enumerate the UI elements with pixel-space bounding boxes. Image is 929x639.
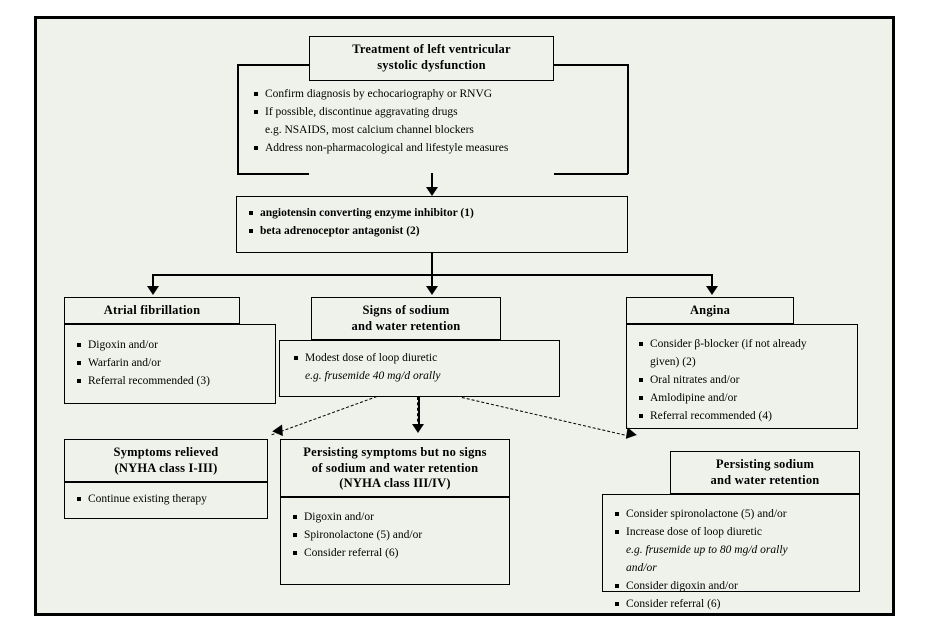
list-item: Increase dose of loop diuretic <box>613 525 849 540</box>
psod-heading-text <box>671 452 859 493</box>
list-item: Address non-pharmacological and lifestyle measures <box>252 141 622 156</box>
node-atrial-fibrillation-heading <box>64 297 240 324</box>
list-item: Spironolactone (5) and/or <box>291 528 499 543</box>
top-heading-line2: systolic dysfunction <box>377 57 486 72</box>
persisting-sympt-heading-text <box>281 440 509 497</box>
list-item <box>75 374 265 389</box>
list-item: e.g. frusemide up to 80 mg/d orally <box>626 543 788 556</box>
node-persisting-sodium-body <box>602 494 860 610</box>
node-top-items <box>252 87 622 159</box>
list-item: Continue existing therapy <box>75 492 257 507</box>
node-persisting-symptoms-body <box>280 497 510 585</box>
dash-right <box>462 397 630 437</box>
node-angina-heading <box>626 297 794 324</box>
psod-heading-line1: Persisting sodium <box>715 457 815 471</box>
list-item: Consider referral (6) <box>613 597 849 612</box>
relieved-heading-line2: (NYHA class I-III) <box>114 460 218 475</box>
af-item-1: Warfarin and/or <box>88 356 161 369</box>
node-relieved-items <box>65 483 267 519</box>
node-atrial-fibrillation-body <box>64 324 276 404</box>
arrowhead-sodium <box>426 286 438 295</box>
node-sodium-heading <box>311 297 501 340</box>
relieved-heading-line1: Symptoms relieved <box>113 445 219 459</box>
dash-left <box>271 396 377 435</box>
arrowhead-persisting-symptoms <box>412 424 424 433</box>
list-item: and/or <box>626 561 657 574</box>
node-sodium-body <box>279 340 560 397</box>
arrowhead-af <box>147 286 159 295</box>
sodium-heading-text <box>312 298 500 339</box>
connector-drugs-stem <box>431 253 433 275</box>
list-item: Consider referral (6) <box>291 546 499 561</box>
psod-heading-line2: and water retention <box>710 472 820 487</box>
list-item: e.g. NSAIDS, most calcium channel blockers <box>265 123 474 136</box>
top-bracket-left <box>237 64 239 174</box>
sodium-heading-line2: and water retention <box>351 318 461 333</box>
list-item: Referral recommended (4) <box>637 409 847 424</box>
top-bracket-bottom-left <box>237 173 309 175</box>
arrowhead-angina <box>706 286 718 295</box>
node-top-heading-text <box>310 37 553 78</box>
list-item: Consider β-blocker (if not already <box>637 337 847 352</box>
node-ps-items <box>281 498 509 576</box>
node-symptoms-relieved-body <box>64 482 268 519</box>
dash-middle <box>417 397 418 427</box>
relieved-heading-text <box>65 440 267 481</box>
ps-heading-line2: of sodium and water retention <box>311 460 479 475</box>
node-sodium-items <box>280 341 559 397</box>
list-item: angiotensin converting enzyme inhibitor (1) <box>247 206 617 221</box>
angina-heading-text: Angina <box>689 303 731 317</box>
node-drugs <box>236 196 628 253</box>
list-item <box>75 338 265 353</box>
node-angina-items <box>627 325 857 439</box>
ps-heading-line3: (NYHA class III/IV) <box>339 476 451 491</box>
top-bracket-top-right <box>554 64 628 66</box>
list-item: beta adrenoceptor antagonist (2) <box>247 224 617 239</box>
node-psod-items <box>603 495 859 627</box>
list-item: Consider digoxin and/or <box>613 579 849 594</box>
node-angina-body <box>626 324 858 429</box>
list-item: Modest dose of loop diuretic <box>292 351 547 366</box>
node-drugs-items <box>237 197 627 251</box>
list-item: Confirm diagnosis by echocariography or RNVG <box>252 87 622 102</box>
list-item: e.g. frusemide 40 mg/d orally <box>305 369 441 382</box>
node-persisting-sodium-heading <box>670 451 860 494</box>
top-bracket-bottom-right <box>554 173 628 175</box>
diagram-frame <box>34 16 895 616</box>
af-item-2: Referral recommended (3) <box>88 374 210 387</box>
sodium-heading-line1: Signs of sodium <box>362 303 450 317</box>
list-item: If possible, discontinue aggravating drugs <box>252 105 622 120</box>
ps-heading-line1: Persisting symptoms but no signs <box>303 445 487 459</box>
list-item <box>75 356 265 371</box>
list-item: Amlodipine and/or <box>637 391 847 406</box>
list-item: Digoxin and/or <box>291 510 499 525</box>
top-bracket-right <box>627 64 629 174</box>
top-heading-line1: Treatment of left ventricular <box>352 42 511 56</box>
node-symptoms-relieved-heading <box>64 439 268 482</box>
arrowhead-top-to-drugs <box>426 187 438 196</box>
af-heading-text: Atrial fibrillation <box>103 303 201 317</box>
af-item-0: Digoxin and/or <box>88 339 158 351</box>
node-af-items <box>65 325 275 405</box>
list-item: given) (2) <box>650 355 696 368</box>
top-bracket-top-left <box>237 64 309 66</box>
list-item: Consider spironolactone (5) and/or <box>613 507 849 522</box>
node-top-heading <box>309 36 554 81</box>
node-persisting-symptoms-heading <box>280 439 510 497</box>
arrowhead-symptoms-relieved <box>272 424 288 439</box>
connector-sodium-to-persisting <box>418 397 420 427</box>
list-item: Oral nitrates and/or <box>637 373 847 388</box>
